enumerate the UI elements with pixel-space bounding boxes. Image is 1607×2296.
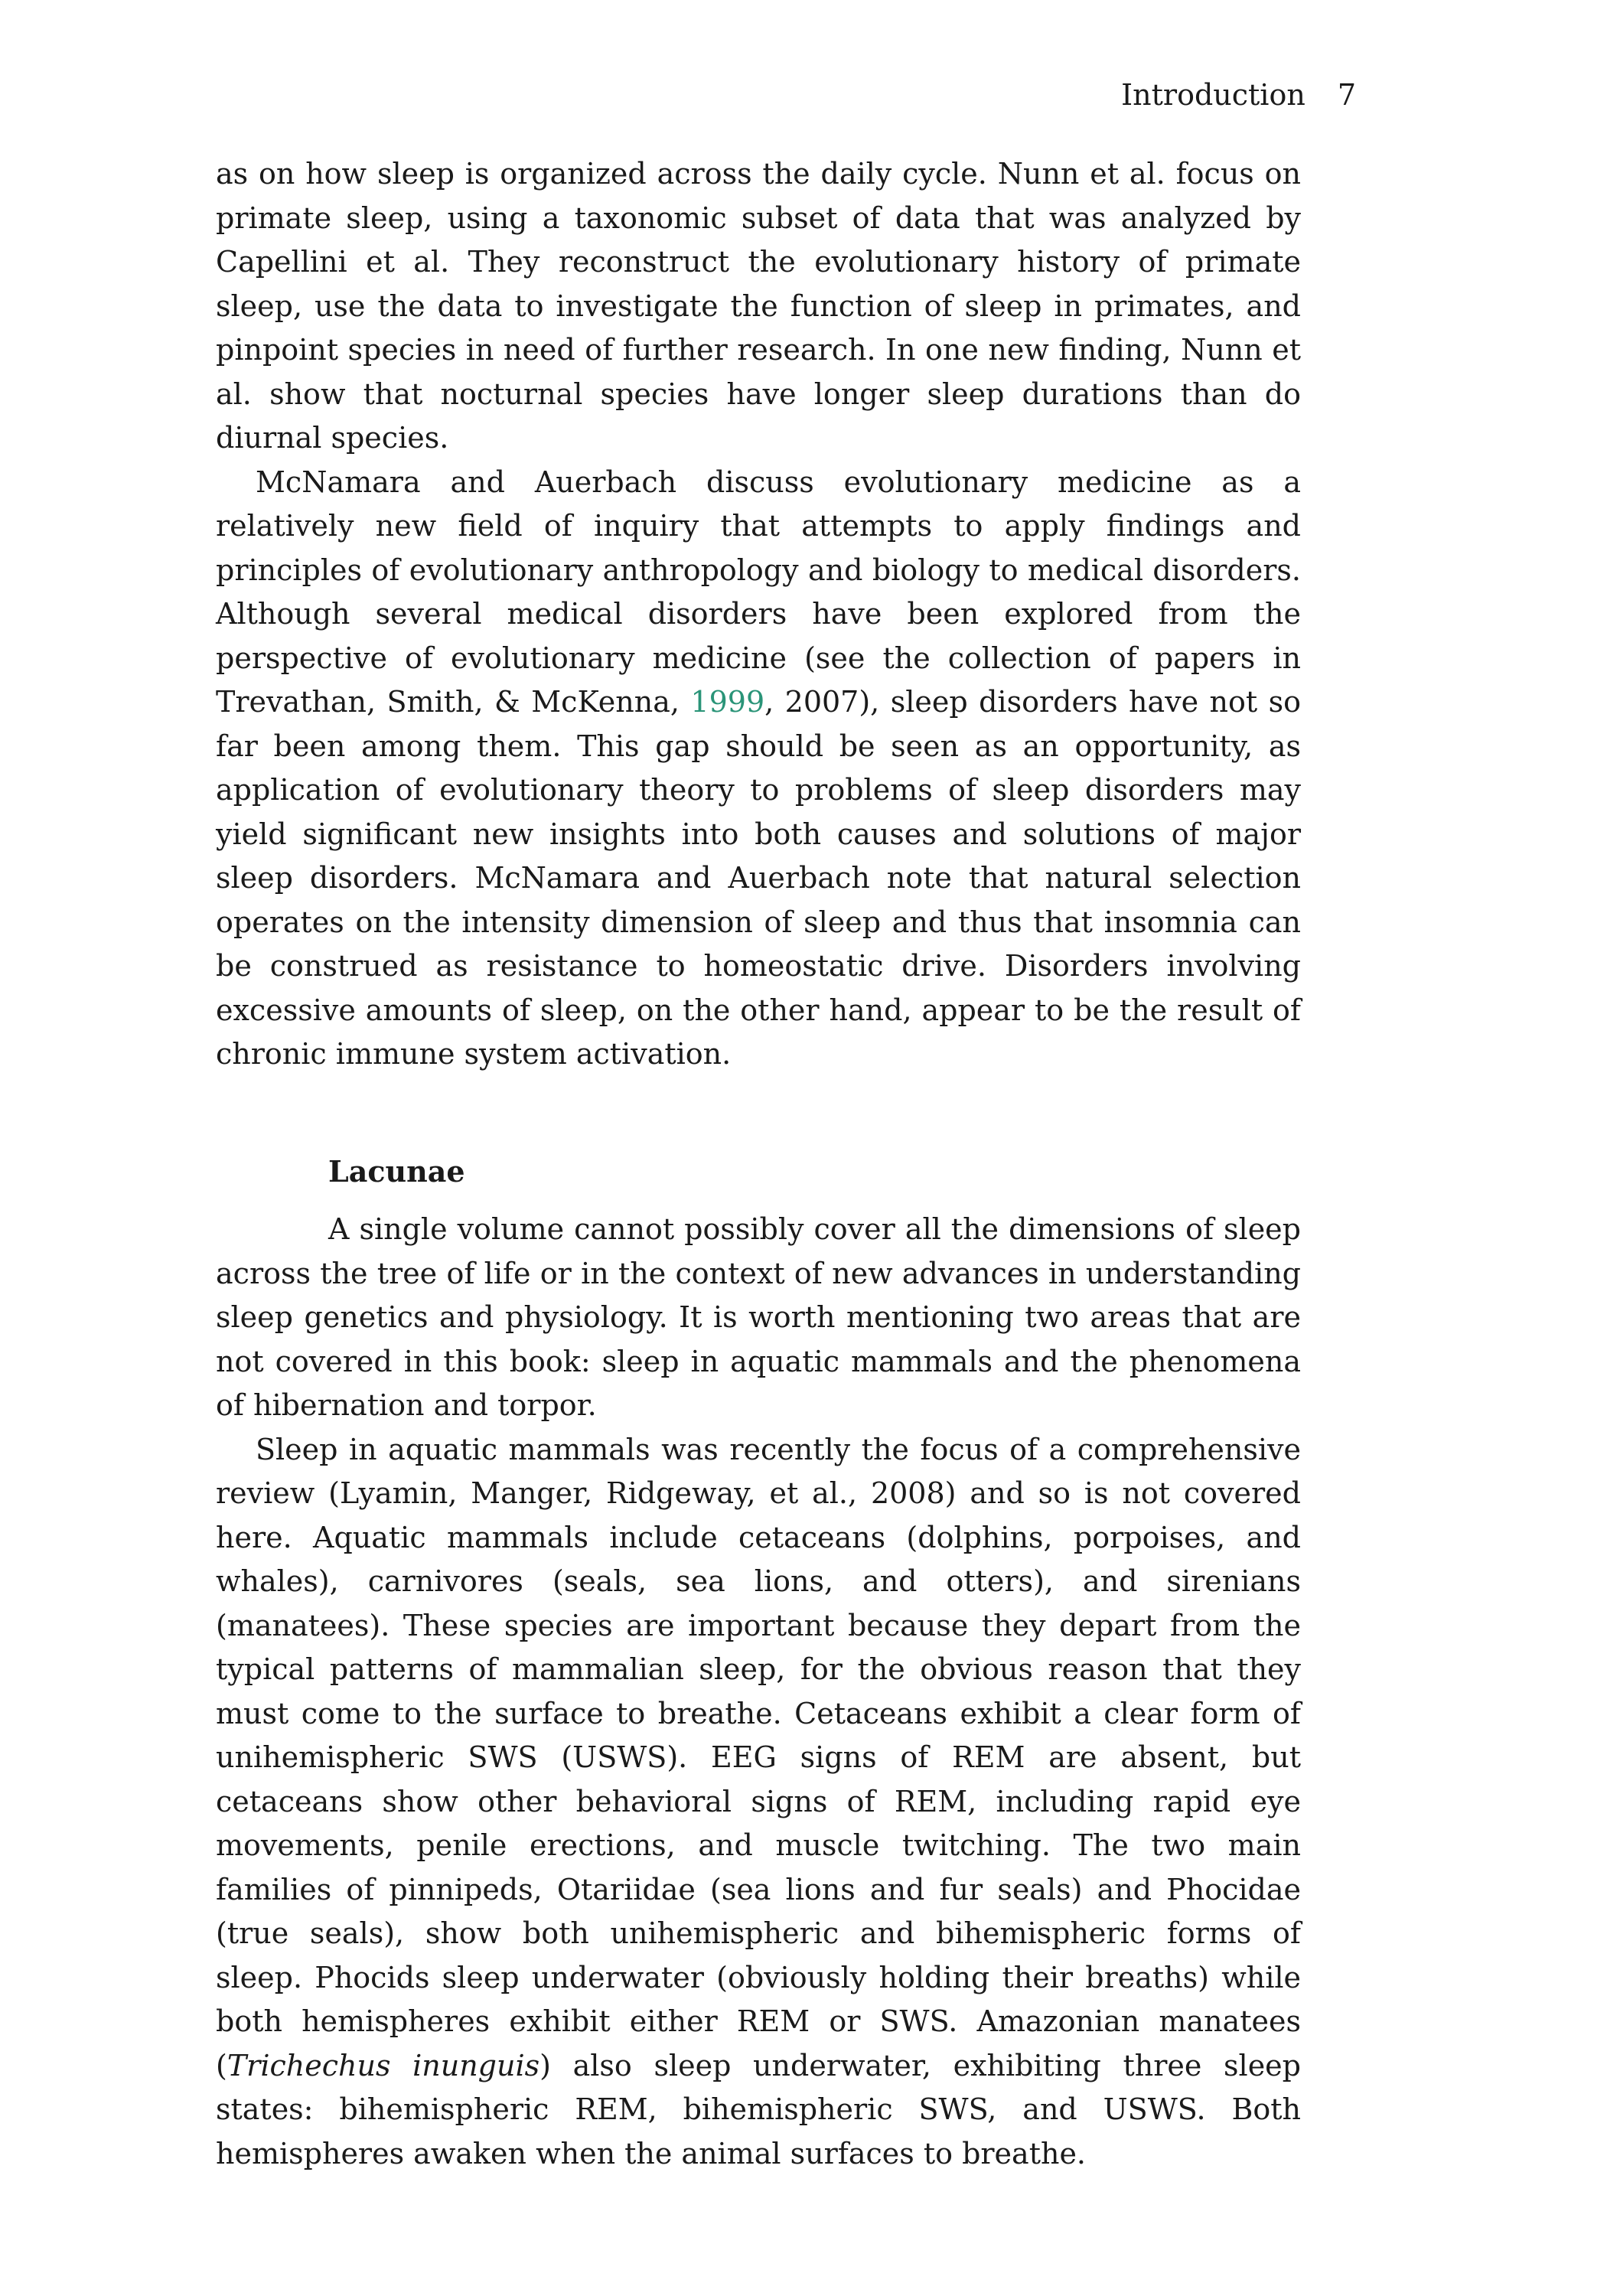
citation-link-1999[interactable]: 1999 bbox=[690, 685, 765, 719]
paragraph-evolutionary-medicine-part2: , 2007), sleep disorders have not so far been among them. This gap should be seen as an opportunity, as application of evolutionary theory to problems of sleep disorders may yield significant new insights into both causes and solutions of major sleep disorders. McNamara and Auerbach note that natural selection operates on the intensity dimension of sleep and thus that insomnia can be construed as resistance to homeostatic drive. Disorders involving excessive amounts of sleep, on the other hand, appear to be the result of chronic immune system activation. bbox=[216, 685, 1301, 1071]
paragraph-primate-sleep: as on how sleep is organized across the daily cycle. Nunn et al. focus on primate sleep, using a taxonomic subset of data that was analyzed by Capellini et al. They reconstruct the evolutionary history of primate sleep, use the data to investigate the function of sleep in primates, and pinpoint species in need of further research. In one new finding, Nunn et al. show that nocturnal species have longer sleep durations than do diurnal species. bbox=[216, 157, 1301, 455]
running-head bbox=[1121, 75, 1356, 115]
paragraph-lacunae-intro: A single volume cannot possibly cover all the dimensions of sleep across the tree of life or in the context of new advances in understanding sleep genetics and physiology. It is worth mentioning two areas that are not covered in this book: sleep in aquatic mammals and the phenomena of hibernation and torpor. bbox=[216, 1212, 1301, 1422]
page-number: 7 bbox=[1337, 78, 1356, 112]
running-head-title: Introduction bbox=[1121, 78, 1305, 112]
paragraph-evolutionary-medicine bbox=[216, 461, 1301, 1077]
paragraph-aquatic-mammals-part2: ) also sleep underwater, exhibiting three sleep states: bihemispheric REM, bihemispheric SWS, and USWS. Both hemispheres awaken when the animal surfaces to breathe. bbox=[216, 2048, 1301, 2170]
paragraph-aquatic-mammals-part1: Sleep in aquatic mammals was recently the focus of a comprehensive review (Lyamin, Manger, Ridgeway, et al., 2008) and so is not covered here. Aquatic mammals include cetaceans (dolphins, porpoises, and whales), carnivores (seals, sea lions, and otters), and sirenians (manatees). These species are important because they depart from the typical patterns of mammalian sleep, for the obvious reason that they must come to the surface to breathe. Cetaceans exhibit a clear form of unihemispheric SWS (USWS). EEG signs of REM are absent, but cetaceans show other behavioral signs of REM, including rapid eye movements, penile erections, and muscle twitching. The two main families of pinnipeds, Otariidae (sea lions and fur seals) and Phocidae (true seals), show both unihemispheric and bihemispheric forms of sleep. Phocids sleep underwater (obviously holding their breaths) while both hemispheres exhibit either REM or SWS. Amazonian manatees ( bbox=[216, 1432, 1301, 2082]
paragraph-aquatic-mammals bbox=[216, 1428, 1301, 2177]
section-heading-lacunae: Lacunae bbox=[328, 1153, 465, 1189]
paragraph-evolutionary-medicine-part1: McNamara and Auerbach discuss evolutionary medicine as a relatively new field of inquiry that attempts to apply findings and principles of evolutionary anthropology and biology to medical disorders. Although several medical disorders have been explored from the perspective of evolutionary medicine (see the collection of papers in Trevathan, Smith, & McKenna, bbox=[216, 465, 1301, 719]
species-name-trichechus-inunguis: Trichechus inunguis bbox=[227, 2048, 540, 2082]
body-text bbox=[216, 152, 1301, 2176]
